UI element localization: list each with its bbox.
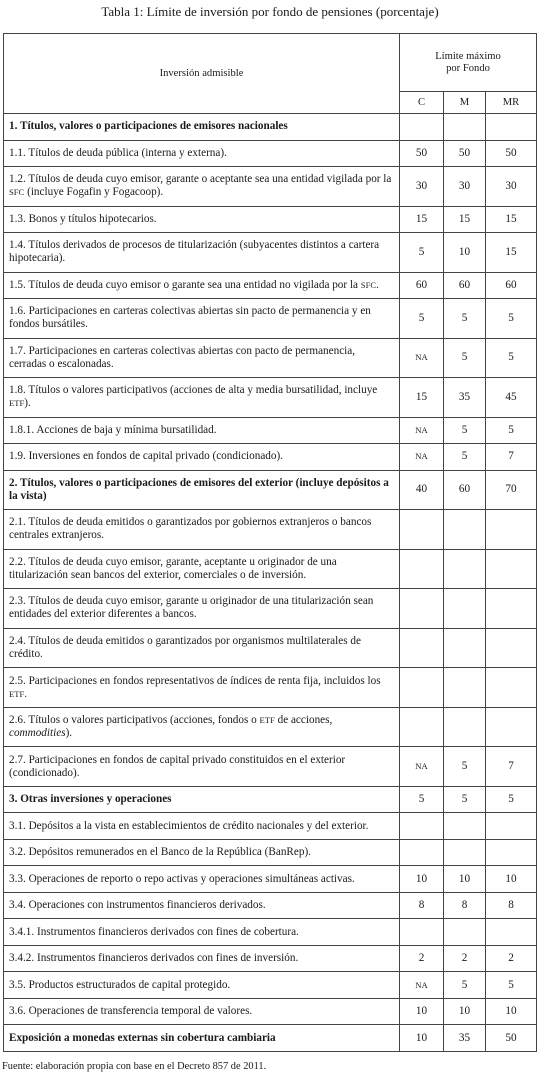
header-col-c: C [400,92,444,114]
row-label: 2.1. Títulos de deuda emitidos o garantizados por gobiernos extranjeros o bancos centrales extranjeros. [4,510,400,550]
header-col-m: M [444,92,486,114]
cell-m: 5 [444,786,486,813]
cell-mr [486,589,537,629]
header-investment: Inversión admisible [4,34,400,114]
cell-mr: 5 [486,972,537,999]
cell-m: 5 [444,747,486,787]
cell-m [444,114,486,141]
cell-mr: 15 [486,206,537,233]
row-label: 3.2. Depósitos remunerados en el Banco de la República (BanRep). [4,839,400,866]
cell-mr [486,510,537,550]
cell-c: NA [400,747,444,787]
cell-c: 8 [400,892,444,919]
cell-mr: 7 [486,444,537,471]
cell-c: 15 [400,206,444,233]
cell-c: NA [400,972,444,999]
row-label: 2. Títulos, valores o participaciones de emisores del exterior (incluye depósitos a la vista) [4,470,400,510]
cell-m: 5 [444,417,486,444]
cell-mr: 10 [486,998,537,1025]
cell-m [444,589,486,629]
cell-mr: 50 [486,140,537,167]
cell-mr [486,813,537,840]
row-label: 2.4. Títulos de deuda emitidos o garantizados por organismos multilaterales de crédito. [4,628,400,668]
table-row [4,866,537,893]
table-row [4,1025,537,1052]
table-row [4,206,537,233]
cell-c [400,813,444,840]
cell-c: 5 [400,233,444,273]
row-label: 2.7. Participaciones en fondos de capital privado constituidos en el exterior (condicionado). [4,747,400,787]
table-row [4,417,537,444]
cell-mr: 60 [486,272,537,299]
row-label: 1.3. Bonos y títulos hipotecarios. [4,206,400,233]
cell-mr: 8 [486,892,537,919]
row-label: 2.5. Participaciones en fondos representativos de índices de renta fija, incluidos los ETF. [4,668,400,708]
row-label: 1.4. Títulos derivados de procesos de titularización (subyacentes distintos a cartera hipotecaria). [4,233,400,273]
cell-mr: 5 [486,338,537,378]
cell-m: 2 [444,945,486,972]
cell-c: NA [400,444,444,471]
row-label: Exposición a monedas externas sin cobertura cambiaria [4,1025,400,1052]
cell-c: 5 [400,299,444,339]
cell-m: 10 [444,866,486,893]
cell-m [444,510,486,550]
table-row [4,945,537,972]
row-label: 3.6. Operaciones de transferencia temporal de valores. [4,998,400,1025]
cell-m: 30 [444,167,486,207]
header-limit-line1: Límite máximo [435,50,501,62]
cell-mr: 5 [486,786,537,813]
cell-c: 50 [400,140,444,167]
row-label: 1.1. Títulos de deuda pública (interna y externa). [4,140,400,167]
cell-mr [486,668,537,708]
cell-c [400,114,444,141]
footnote: Fuente: elaboración propia con base en el Decreto 857 de 2011. [2,1061,267,1072]
cell-m [444,549,486,589]
cell-m: 35 [444,378,486,418]
cell-mr [486,628,537,668]
cell-mr [486,707,537,747]
row-label: 2.6. Títulos o valores participativos (acciones, fondos o ETF de acciones, commodities). [4,707,400,747]
row-label: 3.4. Operaciones con instrumentos financieros derivados. [4,892,400,919]
row-label: 3.1. Depósitos a la vista en establecimientos de crédito nacionales y del exterior. [4,813,400,840]
cell-mr: 10 [486,866,537,893]
cell-c [400,707,444,747]
cell-mr: 30 [486,167,537,207]
cell-c: 2 [400,945,444,972]
table-row [4,707,537,747]
cell-c: NA [400,417,444,444]
row-label: 1.8.1. Acciones de baja y mínima bursatilidad. [4,417,400,444]
table-body [4,114,537,1052]
table-row [4,589,537,629]
row-label: 1.9. Inversiones en fondos de capital privado (condicionado). [4,444,400,471]
row-label: 3.5. Productos estructurados de capital protegido. [4,972,400,999]
cell-c: 10 [400,866,444,893]
cell-c: 60 [400,272,444,299]
row-label: 2.2. Títulos de deuda cuyo emisor, garante, aceptante u originador de una titularización sean bancos del exterior, comerciales o de inversión. [4,549,400,589]
cell-mr: 5 [486,417,537,444]
cell-m: 60 [444,470,486,510]
cell-c: 15 [400,378,444,418]
cell-c [400,839,444,866]
cell-c [400,919,444,946]
table-row [4,167,537,207]
table-row [4,233,537,273]
cell-m: 8 [444,892,486,919]
table-row [4,378,537,418]
cell-m: 35 [444,1025,486,1052]
cell-mr [486,114,537,141]
table-row [4,747,537,787]
cell-mr: 45 [486,378,537,418]
cell-c: 10 [400,998,444,1025]
cell-m [444,707,486,747]
cell-m: 5 [444,299,486,339]
table-row [4,786,537,813]
row-label: 2.3. Títulos de deuda cuyo emisor, garante u originador de una titularización sean entidades del exterior diferentes a bancos. [4,589,400,629]
row-label: 1.7. Participaciones en carteras colectivas abiertas con pacto de permanencia, cerradas o escalonadas. [4,338,400,378]
cell-m: 60 [444,272,486,299]
cell-m: 5 [444,338,486,378]
table-row [4,114,537,141]
row-label: 3.4.2. Instrumentos financieros derivados con fines de inversión. [4,945,400,972]
cell-c: 10 [400,1025,444,1052]
cell-c [400,589,444,629]
cell-mr: 70 [486,470,537,510]
table-row [4,668,537,708]
table-row [4,470,537,510]
row-label: 3.3. Operaciones de reporto o repo activas y operaciones simultáneas activas. [4,866,400,893]
cell-c: NA [400,338,444,378]
table-row [4,892,537,919]
table-row [4,140,537,167]
cell-m: 15 [444,206,486,233]
cell-m [444,668,486,708]
header-limit-line2: por Fondo [446,62,490,74]
row-label: 1. Títulos, valores o participaciones de emisores nacionales [4,114,400,141]
cell-m: 5 [444,444,486,471]
row-label: 1.6. Participaciones en carteras colectivas abiertas sin pacto de permanencia y en fondos bursátiles. [4,299,400,339]
table-row [4,510,537,550]
cell-mr: 15 [486,233,537,273]
table-row [4,919,537,946]
cell-m: 5 [444,972,486,999]
cell-c [400,510,444,550]
cell-m: 50 [444,140,486,167]
cell-mr: 7 [486,747,537,787]
cell-c: 5 [400,786,444,813]
row-label: 1.2. Títulos de deuda cuyo emisor, garante o aceptante sea una entidad vigilada por la SFC (incluye Fogafin y Fogacoop). [4,167,400,207]
table-row [4,998,537,1025]
cell-c [400,549,444,589]
cell-mr [486,549,537,589]
cell-m [444,839,486,866]
cell-mr: 50 [486,1025,537,1052]
cell-m: 10 [444,998,486,1025]
table-row [4,444,537,471]
table-row [4,813,537,840]
table-caption: Tabla 1: Límite de inversión por fondo de pensiones (porcentaje) [101,4,439,19]
table-row [4,272,537,299]
cell-m [444,813,486,840]
cell-c: 30 [400,167,444,207]
cell-m: 10 [444,233,486,273]
cell-mr [486,919,537,946]
cell-c [400,668,444,708]
table-row [4,839,537,866]
cell-mr: 5 [486,299,537,339]
cell-m [444,628,486,668]
row-label: 1.8. Títulos o valores participativos (acciones de alta y media bursatilidad, incluye ETF). [4,378,400,418]
cell-mr [486,839,537,866]
row-label: 1.5. Títulos de deuda cuyo emisor o garante sea una entidad no vigilada por la SFC. [4,272,400,299]
header-limit [400,34,537,92]
cell-m [444,919,486,946]
table-row [4,972,537,999]
table-row [4,338,537,378]
row-label: 3.4.1. Instrumentos financieros derivados con fines de cobertura. [4,919,400,946]
cell-c [400,628,444,668]
table-row [4,299,537,339]
cell-c: 40 [400,470,444,510]
cell-mr: 2 [486,945,537,972]
table-row [4,549,537,589]
header-col-mr: MR [486,92,537,114]
table-row [4,628,537,668]
row-label: 3. Otras inversiones y operaciones [4,786,400,813]
investment-limits-table [3,33,537,1052]
